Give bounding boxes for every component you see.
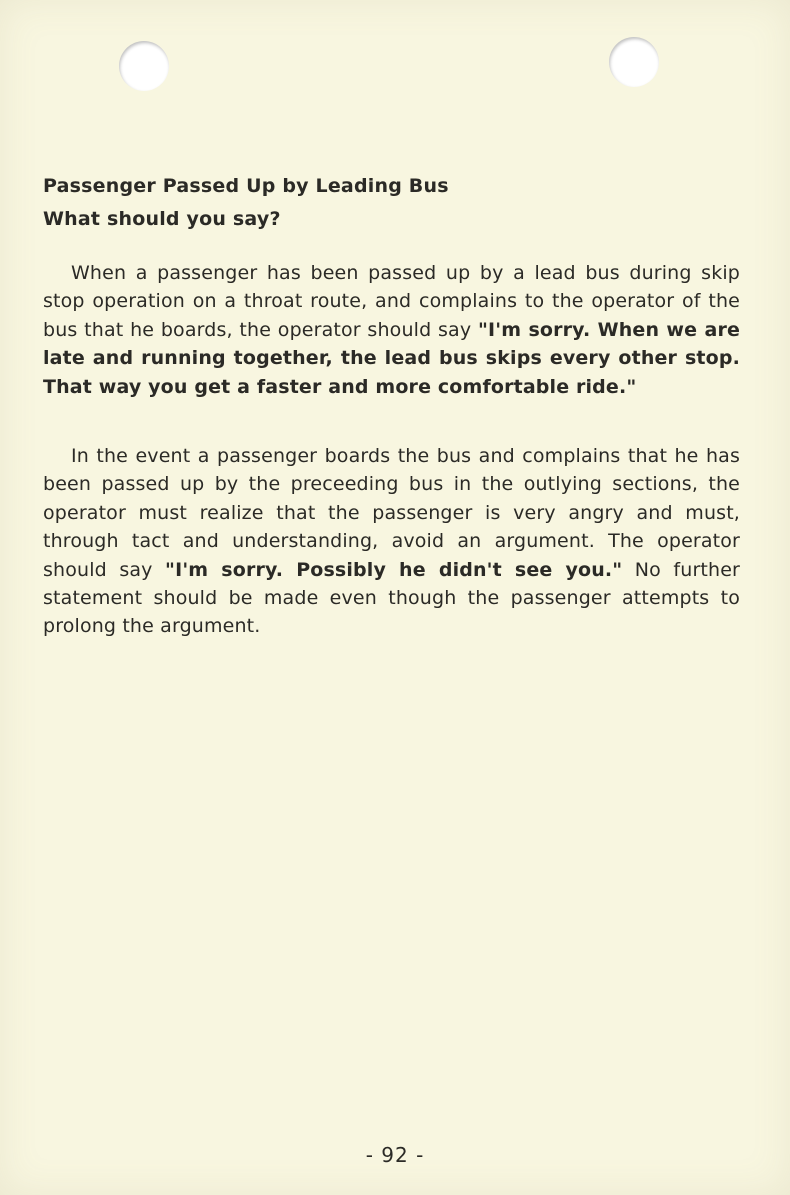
binder-hole-left xyxy=(119,41,169,91)
heading-title: Passenger Passed Up by Leading Bus xyxy=(43,175,449,197)
paragraph-outlying-sections xyxy=(43,442,740,641)
paragraph-2-quote: "I'm sorry. Possibly he didn't see you." xyxy=(165,558,623,581)
heading-subtitle: What should you say? xyxy=(43,208,281,230)
paragraph-lead-bus xyxy=(43,259,740,401)
paragraph-1-quote: "I'm sorry. When we are late and running together, the lead bus skips every other stop. That way you get a faster and more comfortable ride." xyxy=(43,318,741,398)
paragraph-2-closing: No further statement should be made even though the passenger attempts to prolong the argument. xyxy=(43,558,741,638)
paragraph-1-text: When a passenger has been passed up by a lead bus during skip stop operation on a throat route, and complains to the operator of the bus that he boards, the operator should say xyxy=(43,262,740,341)
paragraph-2-text: In the event a passenger boards the bus and complains that he has been passed up by the preceeding bus in the outlying sections, the operator must realize that the passenger is very angry and must, through tact and understanding, avoid an argument. The operator should say xyxy=(43,445,740,581)
section-heading xyxy=(43,170,743,236)
binder-hole-right xyxy=(609,37,659,87)
page-number: - 92 - xyxy=(365,1143,425,1167)
